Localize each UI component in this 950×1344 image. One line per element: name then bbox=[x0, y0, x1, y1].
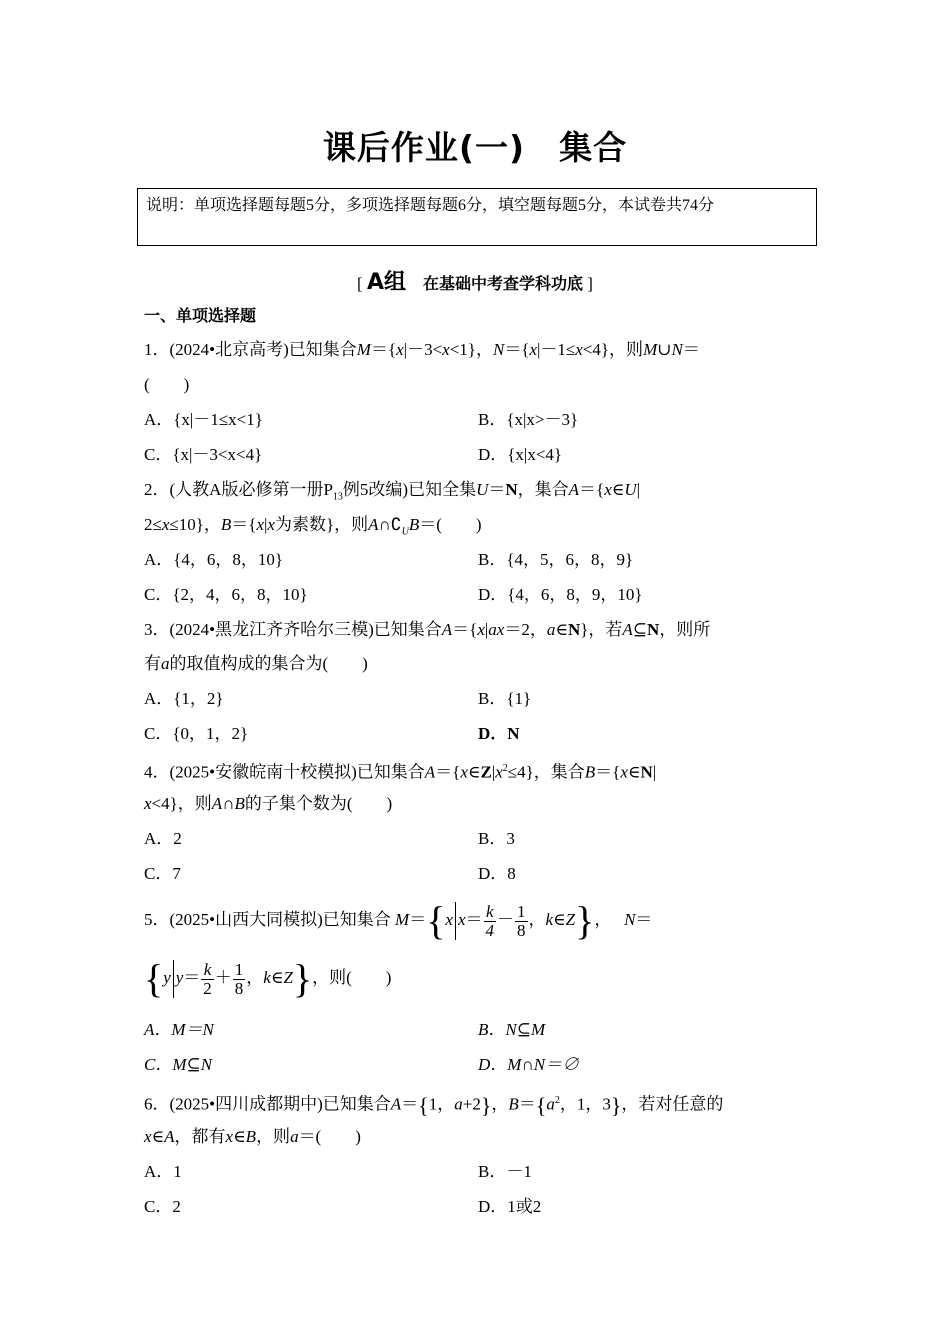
q4-option-d[interactable]: D．8 bbox=[478, 864, 516, 883]
group-heading: [ A组 在基础中考查学科功底 ] bbox=[357, 270, 593, 295]
question-2-stem-cont: 2≤x≤10}，B＝{x|x为素数}，则$A\cap∁_UB=$( ) bbox=[144, 515, 482, 538]
q6-option-d[interactable]: D．1或2 bbox=[478, 1197, 542, 1216]
q4-option-c[interactable]: C．7 bbox=[144, 864, 181, 883]
q2-option-d[interactable]: D．{4，6，8，9，10} bbox=[478, 585, 643, 604]
question-2-stem: 2．(人教A版必修第一册$P_{13}$例5改编)已知全集U＝N，集合A＝{x∈U| bbox=[144, 480, 641, 503]
q2-option-b[interactable]: B．{4，5，6，8，9} bbox=[478, 550, 634, 569]
q6-option-c[interactable]: C．2 bbox=[144, 1197, 181, 1216]
q5-option-c[interactable]: C．M⊆N bbox=[144, 1055, 213, 1074]
page-title: 课后作业(一) 集合 bbox=[322, 128, 628, 167]
question-5-stem-cont: {y y＝ $\frac{k}{2}$ ＋ $\frac{1}{8}$ ，k∈Z}，则( ) bbox=[144, 956, 392, 1002]
q2-option-a[interactable]: A．{4，6，8，10} bbox=[144, 550, 284, 569]
question-1-stem: 1．(2024•北京高考)已知集合M＝{x|－3<x<1}，N＝{x|－1≤x<4}，则M∪N＝ bbox=[144, 340, 700, 359]
q1-option-a[interactable]: A．{x|－1≤x<1} bbox=[144, 410, 263, 429]
question-1-blank: ( ) bbox=[144, 375, 190, 394]
q1-option-c[interactable]: C．{x|－3<x<4} bbox=[144, 445, 263, 464]
q2-option-c[interactable]: C．{2，4，6，8，10} bbox=[144, 585, 308, 604]
question-4-stem: 4．(2025•安徽皖南十校模拟)已知集合$A=\{x\in Z|x^2\le 4\}$，集合B＝{x∈N| bbox=[144, 762, 657, 782]
q5-option-b[interactable]: B．N⊆M bbox=[478, 1020, 546, 1039]
q3-option-c[interactable]: C．{0，1，2} bbox=[144, 724, 249, 743]
q4-option-a[interactable]: A．2 bbox=[144, 829, 182, 848]
q3-option-d[interactable]: D．N bbox=[478, 724, 520, 743]
q1-option-b[interactable]: B．{x|x>－3} bbox=[478, 410, 579, 429]
group-badge: A组 bbox=[366, 270, 406, 295]
section-heading: 一、单项选择题 bbox=[144, 306, 257, 325]
q6-option-b[interactable]: B．－1 bbox=[478, 1162, 532, 1181]
question-4-stem-cont: x<4}，则A∩B的子集个数为( ) bbox=[144, 794, 393, 813]
question-5-stem: 5．(2025•山西大同模拟)已知集合 M＝{x x＝ $\frac{k}{4}$ － $\frac{1}{8}$ ，k∈Z}， N＝ bbox=[144, 898, 653, 944]
question-3-stem: 3．(2024•黑龙江齐齐哈尔三模)已知集合A＝{x|ax＝2，a∈N}，若A⊆N，则所 bbox=[144, 620, 711, 639]
q4-option-b[interactable]: B．3 bbox=[478, 829, 515, 848]
group-text: 在基础中考查学科功底 bbox=[423, 274, 584, 293]
q3-option-a[interactable]: A．{1，2} bbox=[144, 689, 224, 708]
question-6-stem: 6．(2025•四川成都期中)已知集合A＝{1，a+2}，$B=\{a^2$，1，3}，若对任意的 bbox=[144, 1092, 724, 1118]
q3-option-b[interactable]: B．{1} bbox=[478, 689, 532, 708]
q1-option-d[interactable]: D．{x|x<4} bbox=[478, 445, 563, 464]
score-note: 说明：单项选择题每题5分，多项选择题每题6分，填空题每题5分，本试卷共74分 bbox=[137, 188, 817, 246]
question-3-stem-cont: 有a的取值构成的集合为( ) bbox=[144, 654, 368, 673]
question-6-stem-cont: x∈A，都有x∈B，则a＝( ) bbox=[144, 1127, 361, 1146]
q5-option-d[interactable]: D．M∩N＝∅ bbox=[478, 1055, 580, 1074]
q6-option-a[interactable]: A．1 bbox=[144, 1162, 182, 1181]
q5-option-a[interactable]: A．M＝N bbox=[144, 1020, 214, 1039]
